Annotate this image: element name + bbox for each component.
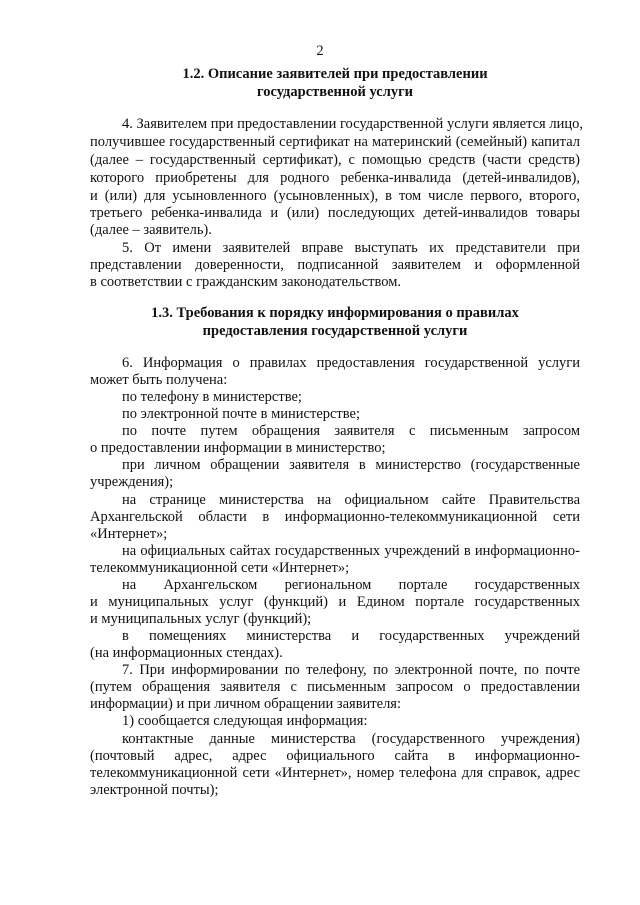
paragraph-6-line: «Интернет»; (90, 526, 168, 542)
paragraph-4-line: третьего ребенка-инвалида и (или) последующих детей-инвалидов товары (90, 205, 580, 221)
paragraph-6-line: 6. Информация о правилах предоставления государственной услуги (122, 355, 580, 371)
paragraph-6-line: о предоставлении информации в министерство; (90, 440, 386, 456)
paragraph-6-line: на официальных сайтах государственных учреждений в информационно- (122, 543, 580, 559)
paragraph-6-line: (на информационных стендах). (90, 645, 283, 661)
paragraph-6-line: при личном обращении заявителя в министерство (государственные (122, 457, 580, 473)
paragraph-7-line: 7. При информировании по телефону, по электронной почте, по почте (122, 662, 580, 678)
paragraph-7-line: телекоммуникационной сети «Интернет», номер телефона для справок, адрес (90, 765, 580, 781)
paragraph-4-line: 4. Заявителем при предоставлении государственной услуги является лицо, (122, 116, 583, 132)
paragraph-6-line: по почте путем обращения заявителя с письменным запросом (122, 423, 580, 439)
section-1-3-title-line1: 1.3. Требования к порядку информирования о правилах (151, 305, 519, 321)
paragraph-6-line: по телефону в министерстве; (122, 389, 302, 405)
paragraph-6-line: и муниципальных услуг (функций) и Едином портале государственных (90, 594, 580, 610)
paragraph-7-line: (путем обращения заявителя с письменным запросом о предоставлении (90, 679, 580, 695)
paragraph-6-line: по электронной почте в министерстве; (122, 406, 360, 422)
paragraph-4-line: которого приобретены для родного ребенка-инвалида (детей-инвалидов), (90, 170, 580, 186)
paragraph-4-line: (далее – государственный сертификат), с помощью средств (части средств) (90, 152, 580, 168)
paragraph-7-line: (почтовый адрес, адрес официального сайта в информационно- (90, 748, 580, 764)
paragraph-6-line: учреждения); (90, 474, 174, 490)
paragraph-6-line: в помещениях министерства и государственных учреждений (122, 628, 580, 644)
paragraph-6-line: телекоммуникационной сети «Интернет»; (90, 560, 350, 576)
paragraph-4-line: получившее государственный сертификат на материнский (семейный) капитал (90, 134, 580, 150)
paragraph-5-line: 5. От имени заявителей вправе выступать их представители при (122, 240, 580, 256)
paragraph-6-line: Архангельской области в информационно-телекоммуникационной сети (90, 509, 580, 525)
paragraph-6-line: может быть получена: (90, 372, 228, 388)
paragraph-5-line: в соответствии с гражданским законодательством. (90, 274, 402, 290)
paragraph-7-line: контактные данные министерства (государственного учреждения) (122, 731, 580, 747)
paragraph-6-line: и муниципальных услуг (функций); (90, 611, 312, 627)
paragraph-6-line: на Архангельском региональном портале государственных (122, 577, 580, 593)
paragraph-4-line: и (или) для усыновленного (усыновленных), в том числе первого, второго, (90, 188, 580, 204)
section-1-2-title-line1: 1.2. Описание заявителей при предоставлении (182, 66, 488, 82)
paragraph-4-line: (далее – заявитель). (90, 222, 212, 238)
section-1-3-title-line2: предоставления государственной услуги (202, 323, 468, 339)
paragraph-7-line: электронной почты); (90, 782, 219, 798)
paragraph-7-line: информации) и при личном обращении заявителя: (90, 696, 402, 712)
paragraph-7-line: 1) сообщается следующая информация: (122, 713, 368, 729)
paragraph-6-line: на странице министерства на официальном сайте Правительства (122, 492, 580, 508)
section-1-2-title-line2: государственной услуги (256, 84, 414, 100)
paragraph-5-line: представлении доверенности, подписанной заявителем и оформленной (90, 257, 580, 273)
page-number: 2 (316, 43, 324, 59)
